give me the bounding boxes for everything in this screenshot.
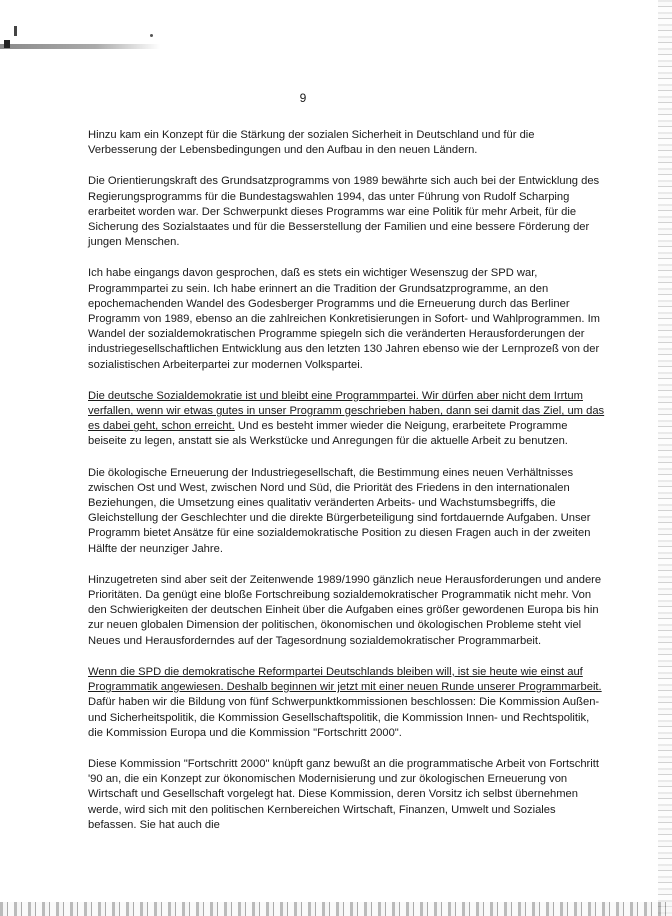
paragraph (88, 757, 606, 833)
paragraph-text: Diese Kommission "Fortschritt 2000" knüpft ganz bewußt an die programmatische Arbeit von Fortschritt '90 an, die ein Konzept zur ökonomischen Modernisierung und zur ökologischen Erneuerung von Wirtschaft und Gesellschaft vorgelegt hat. Diese Kommission, deren Vorsitz ich selbst übernehmen werde, wird sich mit den politischen Kernbereichen Wirtschaft, Finanzen, Umwelt und Soziales befassen. Sie hat auch die (88, 757, 599, 831)
scan-artifact-bottom-edge (0, 902, 672, 916)
paragraph (88, 389, 606, 450)
paragraph (88, 128, 606, 158)
paragraph (88, 266, 606, 372)
paragraph-text: Und es besteht immer wieder die Neigung, erarbeitete Programme beiseite zu legen, anstatt sie als Werkstücke und Anregungen für die aktuelle Arbeit zu benutzen. (88, 420, 568, 448)
paragraph (88, 665, 606, 741)
scan-artifact-right-edge (658, 0, 672, 916)
paragraph-text: Die Orientierungskraft des Grundsatzprogramms von 1989 bewährte sich auch bei der Entwicklung des Regierungsprogramms für die Bundestagswahlen 1994, das unter Führung von Rudolf Scharping erarbeitet worden war. Der Schwerpunkt dieses Programms war eine Politik für mehr Arbeit, für die Sicherung des Sozialstaates und für die Besserstellung der Familien und eine bessere Förderung der jungen Menschen. (88, 175, 600, 249)
paragraph (88, 466, 606, 557)
paragraph-text: Ich habe eingangs davon gesprochen, daß es stets ein wichtiger Wesenszug der SPD war, Programmpartei zu sein. Ich habe erinnert an die Tradition der Grundsatzprogramme, an den epochemachenden Wandel des Godesberger Programms und die Erneuerung durch das Berliner Programm von 1989, ebenso an die zahlreichen Konkretisierungen in Sofort- und Wahlprogrammen. Im Wandel der sozialdemokratischen Programme spiegeln sich die veränderten Herausforderungen der industriegesellschaftlichen Entwicklung aus den letzten 130 Jahren ebenso wie der Lernprozeß von der sozialistischen Arbeiterpartei zur modernen Volkspartei. (88, 267, 600, 371)
paragraph-text: Hinzugetreten sind aber seit der Zeitenwende 1989/1990 gänzlich neue Herausforderungen und andere Prioritäten. Da genügt eine bloße Fortschreibung sozialdemokratischer Programmatik nicht mehr. Von den Schwierigkeiten der deutschen Einheit über die Aufgaben eines größer gewordenen Europa bis hin zur neuen globalen Dimension der politischen, ökonomischen und ökologischen Probleme steht viel Neues und Herausforderndes auf der Tagesordnung sozialdemokratischer Programmarbeit. (88, 573, 602, 647)
paragraph (88, 174, 606, 250)
body-text (88, 128, 606, 849)
scan-speck (4, 40, 10, 48)
paragraph-text: Dafür haben wir die Bildung von fünf Schwerpunktkommissionen beschlossen: Die Kommission Außen- und Sicherheitspolitik, die Kommission Gesellschaftspolitik, die Kommission Innen- und Rechtspolitik, die Kommission Europa und die Kommission "Fortschritt 2000". (88, 696, 600, 739)
paragraph-text: Hinzu kam ein Konzept für die Stärkung der sozialen Sicherheit in Deutschland und für die Verbesserung der Lebensbedingungen und den Aufbau in den neuen Ländern. (88, 129, 535, 157)
scan-speck (150, 34, 153, 37)
scan-speck (14, 26, 17, 36)
page-number: 9 (299, 91, 307, 105)
scan-artifact-top-left (0, 44, 160, 49)
underlined-text: Wenn die SPD die demokratische Reformpartei Deutschlands bleiben will, ist sie heute wie einst auf Programmatik angewiesen. Deshalb beginnen wir jetzt mit einer neuen Runde unserer Programmarbeit. (88, 665, 602, 694)
paragraph (88, 573, 606, 649)
paragraph-text: Die ökologische Erneuerung der Industriegesellschaft, die Bestimmung eines neuen Verhältnisses zwischen Ost und West, zwischen Nord und Süd, die Priorität des Friedens in den internationalen Beziehungen, die Umsetzung eines qualitativ veränderten Arbeits- und Wachstumsbegriffs, die Gleichstellung der Geschlechter und die direkte Bürgerbeteiligung sind fortdauernde Aufgaben. Unser Programm bietet Ansätze für eine sozialdemokratische Position zu diesen Fragen auch in der zweiten Hälfte der neunziger Jahre. (88, 466, 591, 555)
underlined-text: Die deutsche Sozialdemokratie ist und bleibt eine Programmpartei. Wir dürfen aber nicht dem Irrtum verfallen, wenn wir etwas gutes in unser Programm geschrieben haben, dann sei damit das Ziel, um das es dabei geht, schon erreicht. (88, 389, 605, 433)
